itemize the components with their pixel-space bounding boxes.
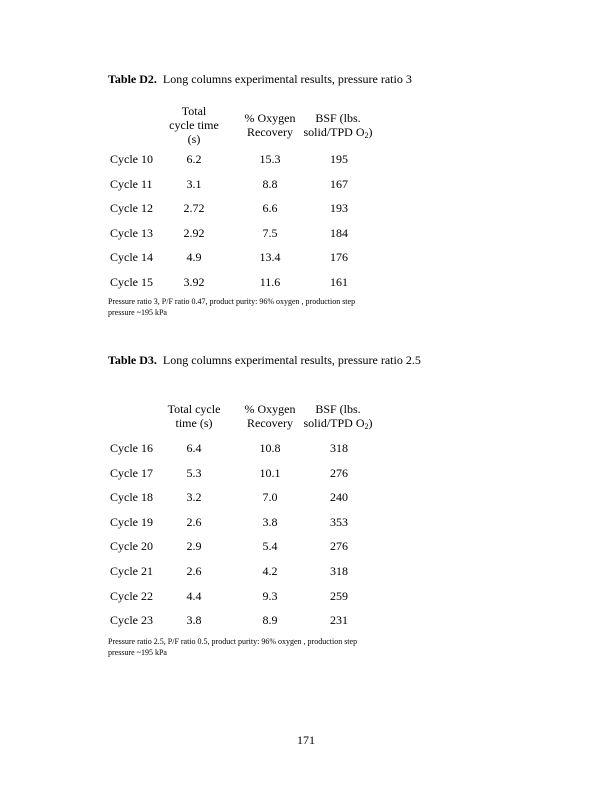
oxygen-recovery-cell: 11.6 [259,274,281,289]
cycle-time-cell: 2.72 [183,201,205,215]
row-label: Cycle 12 [110,201,153,215]
row-label: Cycle 13 [110,225,153,240]
table-row [104,563,378,579]
row-label: Cycle 20 [110,539,153,554]
row-label: Cycle 22 [110,588,153,603]
cycle-time-cell: 3.8 [186,613,202,628]
row-label: Cycle 19 [110,514,153,529]
row-label: Cycle 16 [110,441,153,455]
cycle-time-cell: 2.9 [186,539,202,554]
cycle-time-cell: 3.1 [186,176,202,191]
bsf-cell: 276 [330,539,348,554]
cycle-time-cell: 3.92 [183,274,205,289]
table-d3-label: Table D3. [108,353,157,367]
cycle-time-cell: 3.2 [186,490,202,505]
oxygen-recovery-cell: 15.3 [259,152,281,166]
bsf-cell: 318 [330,441,348,455]
bsf-cell: 231 [330,613,348,628]
table-row [104,514,378,530]
oxygen-recovery-cell: 3.8 [262,514,278,529]
cycle-time-cell: 6.4 [186,441,202,455]
bsf-cell: 195 [330,152,348,166]
table-d2-bottom-rule [104,103,378,104]
oxygen-recovery-cell: 9.3 [262,588,278,603]
row-label: Cycle 21 [110,564,153,578]
bsf-cell: 353 [330,514,348,529]
table-d2-note: Pressure ratio 3, P/F ratio 0.47, product purity: 96% oxygen , production step pressure ~195 kPa [108,297,356,317]
oxygen-recovery-cell: 8.9 [262,613,278,628]
table-d3-header-time: Total cycle time (s) [167,402,221,430]
row-label: Cycle 10 [110,152,153,166]
table-d2-header-bsf: BSF (lbs. solid/TPD $O_2$) [303,111,373,140]
oxygen-recovery-cell: 5.4 [262,539,278,554]
table-row [104,489,378,505]
table-row [104,200,378,216]
cycle-time-cell: 2.6 [186,514,202,529]
oxygen-recovery-cell: 4.2 [262,564,278,578]
bsf-cell: 259 [330,588,348,603]
table-row [104,249,378,265]
cycle-time-cell: 4.9 [186,250,202,264]
oxygen-recovery-cell: 7.0 [262,490,278,505]
cycle-time-cell: 2.92 [183,225,205,240]
oxygen-recovery-cell: 10.1 [259,465,281,480]
table-d2-header-time: Total cycle time (s) [169,104,219,146]
table-row [104,440,378,456]
table-d2-header-recovery: % Oxygen Recovery [244,111,296,139]
table-d3 [104,396,378,636]
bsf-cell: 240 [330,490,348,505]
cycle-time-cell: 4.4 [186,588,202,603]
table-d2-title: Long columns experimental results, pressure ratio 3 [162,72,412,86]
table-d3-header-bsf: BSF (lbs. solid/TPD $O_2$) [303,402,373,431]
row-label: Cycle 23 [110,613,153,628]
table-d3-title: Long columns experimental results, pressure ratio 2.5 [162,353,421,367]
row-label: Cycle 14 [110,250,153,264]
table-d3-bottom-rule [104,399,378,400]
oxygen-recovery-cell: 10.8 [259,441,281,455]
bsf-cell: 161 [330,274,348,289]
cycle-time-cell: 6.2 [186,152,202,166]
row-label: Cycle 17 [110,465,153,480]
bsf-cell: 318 [330,564,348,578]
oxygen-recovery-cell: 13.4 [259,250,281,264]
table-row [104,612,378,628]
table-row [104,465,378,481]
row-label: Cycle 18 [110,490,153,505]
table-d3-caption [108,353,421,368]
table-row [104,225,378,241]
bsf-cell: 276 [330,465,348,480]
table-d3-header-recovery: % Oxygen Recovery [244,402,296,430]
cycle-time-cell: 5.3 [186,465,202,480]
row-label: Cycle 11 [110,176,153,191]
cycle-time-cell: 2.6 [186,564,202,578]
bsf-cell: 184 [330,225,348,240]
table-d2-caption [108,72,412,87]
row-label: Cycle 15 [110,274,153,289]
bsf-cell: 176 [330,250,348,264]
table-row [104,274,378,290]
bsf-cell: 193 [330,201,348,215]
table-row [104,176,378,192]
table-d2 [104,100,378,300]
oxygen-recovery-cell: 7.5 [262,225,278,240]
oxygen-recovery-cell: 6.6 [262,201,278,215]
bsf-cell: 167 [330,176,348,191]
page-number: 171 [297,733,315,747]
table-row [104,538,378,554]
table-row [104,588,378,604]
table-d3-note: Pressure ratio 2.5, P/F ratio 0.5, product purity: 96% oxygen , production step pressure ~195 kPa [108,637,358,657]
table-row [104,151,378,167]
table-d2-label: Table D2. [108,72,157,86]
oxygen-recovery-cell: 8.8 [262,176,278,191]
